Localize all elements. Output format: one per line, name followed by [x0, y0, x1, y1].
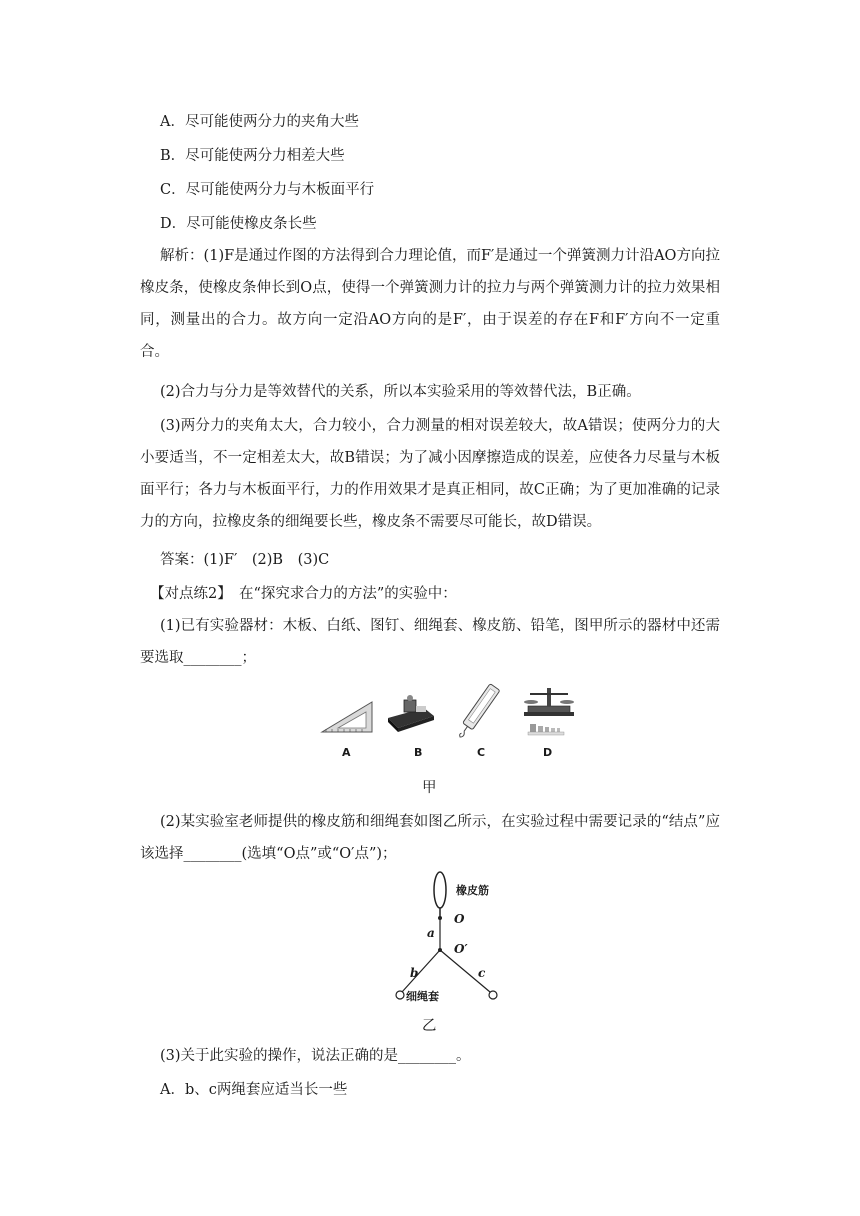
option-c: C．尽可能使两分力与木板面平行	[160, 182, 375, 198]
instrument-label-c: C	[477, 746, 486, 759]
label-point-o: O	[454, 912, 465, 926]
question-3-option-a: A．b、c两绳套应适当长一些	[160, 1082, 348, 1098]
balance-scale-icon	[518, 684, 580, 740]
figure-caption-jia: 甲	[422, 780, 437, 796]
timer-device-icon	[386, 690, 436, 734]
label-rope-c: c	[478, 966, 486, 980]
figure-rubber-band	[380, 868, 520, 1008]
analysis-part3: (3)两分力的夹角太大，合力较小，合力测量的相对误差较大，故A错误；使两分力的大小要适当，不一定相差太大，故B错误；为了减小因摩擦造成的误差，应使各力尽量与木板面平行；各力与木板面平行，力的作用效果才是真正相同，故C正确；为了更加准确的记录力的方向，拉橡皮条的细绳要长些，橡皮条不需要尽可能长，故D错误。	[140, 418, 720, 530]
exercise-title: 【对点练2】 在“探究求合力的方法”的实验中：	[150, 586, 457, 602]
option-a: A．尽可能使两分力的夹角大些	[160, 114, 359, 130]
option-d: D．尽可能使橡皮条长些	[160, 216, 317, 232]
instrument-label-a: A	[342, 746, 351, 759]
label-rope-b: b	[410, 966, 419, 980]
question-3: (3)关于此实验的操作，说法正确的是________。	[160, 1048, 471, 1064]
rubber-band-diagram	[380, 868, 520, 1008]
label-rope-a: a	[427, 926, 435, 940]
label-loops: 细绳套	[406, 990, 439, 1003]
figure-caption-yi: 乙	[422, 1018, 437, 1034]
answer-line: 答案：(1)F′ (2)B (3)C	[160, 552, 330, 568]
instrument-label-b: B	[414, 746, 423, 759]
analysis-part1: 解析：(1)F是通过作图的方法得到合力理论值，而F′是通过一个弹簧测力计沿AO方向拉橡皮条，使橡皮条伸长到O点，使得一个弹簧测力计的拉力与两个弹簧测力计的拉力效果相同，测量出的合力。故方向一定沿AO方向的是F′，由于误差的存在F和F′方向不一定重合。	[140, 248, 720, 360]
analysis-part2: (2)合力与分力是等效替代的关系，所以本实验采用的等效替代法，B正确。	[160, 384, 641, 400]
triangle-ruler-icon	[320, 698, 375, 734]
question-2: (2)某实验室老师提供的橡皮筋和细绳套如图乙所示，在实验过程中需要记录的“结点”应该选择________(选填“O点”或“O′点”)；	[140, 814, 720, 862]
instrument-label-d: D	[543, 746, 553, 759]
label-point-o-prime: O′	[454, 942, 468, 956]
spring-scale-icon	[458, 680, 500, 744]
question-1: (1)已有实验器材：木板、白纸、图钉、细绳套、橡皮筋、铅笔，图甲所示的器材中还需要选取________；	[140, 618, 720, 666]
figure-instruments	[320, 680, 580, 760]
option-b: B．尽可能使两分力相差大些	[160, 148, 345, 164]
label-rubber-band: 橡皮筋	[456, 884, 489, 897]
